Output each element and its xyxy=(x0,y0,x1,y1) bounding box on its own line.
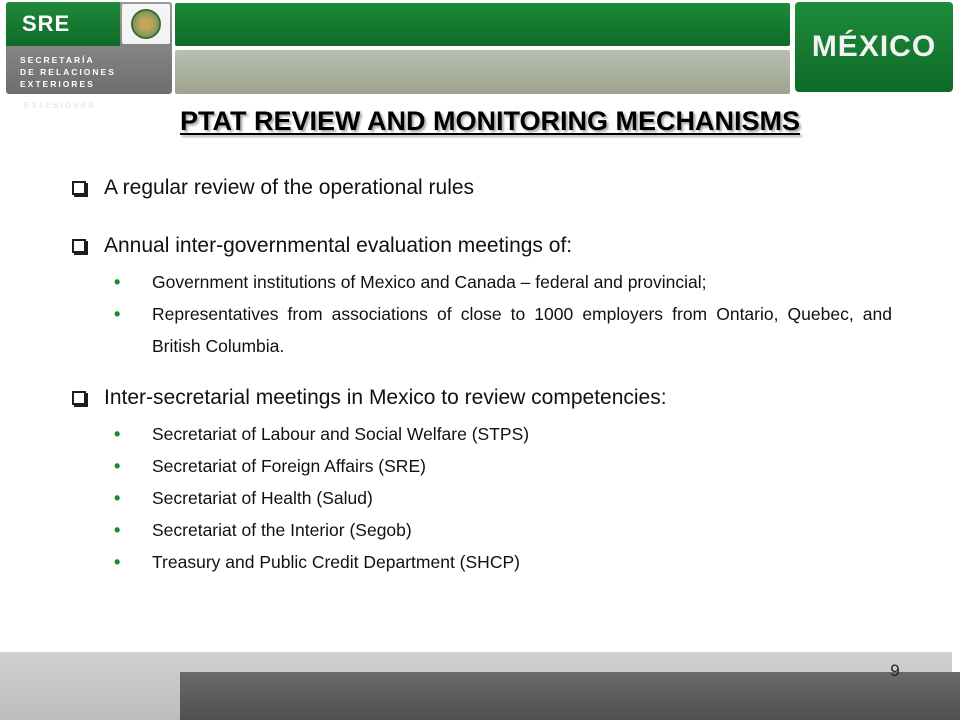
list-item xyxy=(114,418,892,450)
list-item-text: Representatives from associations of close to 1000 employers from Ontario, Quebec, and British Columbia. xyxy=(152,304,892,356)
list-item xyxy=(114,482,892,514)
list-item-text: Secretariat of Labour and Social Welfare (STPS) xyxy=(152,424,530,444)
bullet-list xyxy=(70,266,892,362)
list-item xyxy=(114,514,892,546)
section-review xyxy=(70,168,892,208)
header-grey-bar xyxy=(175,50,790,94)
seal-emblem xyxy=(131,9,161,39)
sre-line-1: SECRETARÍA xyxy=(20,55,95,65)
bullet-list xyxy=(70,418,892,578)
header xyxy=(0,0,960,120)
list-item xyxy=(114,546,892,578)
list-item-text: Secretariat of Foreign Affairs (SRE) xyxy=(152,456,426,476)
page-number: 9 xyxy=(890,661,900,680)
list-item-text: Treasury and Public Credit Department (SHCP) xyxy=(152,552,520,572)
section-annual-meetings xyxy=(70,226,892,362)
bullet-dot-icon: • xyxy=(114,552,121,572)
list-item xyxy=(114,266,892,298)
slide-title: PTAT REVIEW AND MONITORING MECHANISMS xyxy=(180,106,800,136)
sre-logo-green xyxy=(6,2,120,46)
bullet-dot-icon: • xyxy=(114,424,121,444)
section-heading xyxy=(70,226,892,266)
section-heading xyxy=(70,378,892,418)
sre-reflection: EXTERIORES xyxy=(24,100,96,109)
sre-line-2: DE RELACIONES xyxy=(20,67,116,77)
sre-line-3: EXTERIORES xyxy=(20,79,95,89)
sre-department-name xyxy=(20,54,170,90)
bullet-dot-icon: • xyxy=(114,272,121,292)
mexico-logo-text: MÉXICO xyxy=(811,30,937,63)
section-heading xyxy=(70,168,892,208)
section-inter-secretarial xyxy=(70,378,892,578)
mexico-logo xyxy=(795,2,953,92)
list-item-text: Secretariat of the Interior (Segob) xyxy=(152,520,412,540)
checkbox-icon xyxy=(72,181,86,195)
bullet-dot-icon: • xyxy=(114,456,121,476)
checkbox-icon xyxy=(72,239,86,253)
bullet-dot-icon: • xyxy=(114,520,121,540)
header-green-bar xyxy=(175,3,790,46)
sre-logo-block xyxy=(6,2,172,94)
checkbox-icon xyxy=(72,391,86,405)
list-item-text: Secretariat of Health (Salud) xyxy=(152,488,373,508)
coat-of-arms-icon xyxy=(122,4,170,44)
list-item xyxy=(114,298,892,362)
section-heading-text: Inter-secretarial meetings in Mexico to review competencies: xyxy=(104,386,667,409)
list-item xyxy=(114,450,892,482)
list-item-text: Government institutions of Mexico and Canada – federal and provincial; xyxy=(152,272,707,292)
bullet-dot-icon: • xyxy=(114,304,121,324)
slide-content xyxy=(70,168,892,578)
bullet-dot-icon: • xyxy=(114,488,121,508)
section-heading-text: Annual inter-governmental evaluation meetings of: xyxy=(104,234,573,257)
sre-logo-text: SRE xyxy=(22,11,71,36)
section-heading-text: A regular review of the operational rules xyxy=(104,176,475,199)
footer-dark-band xyxy=(180,672,960,720)
